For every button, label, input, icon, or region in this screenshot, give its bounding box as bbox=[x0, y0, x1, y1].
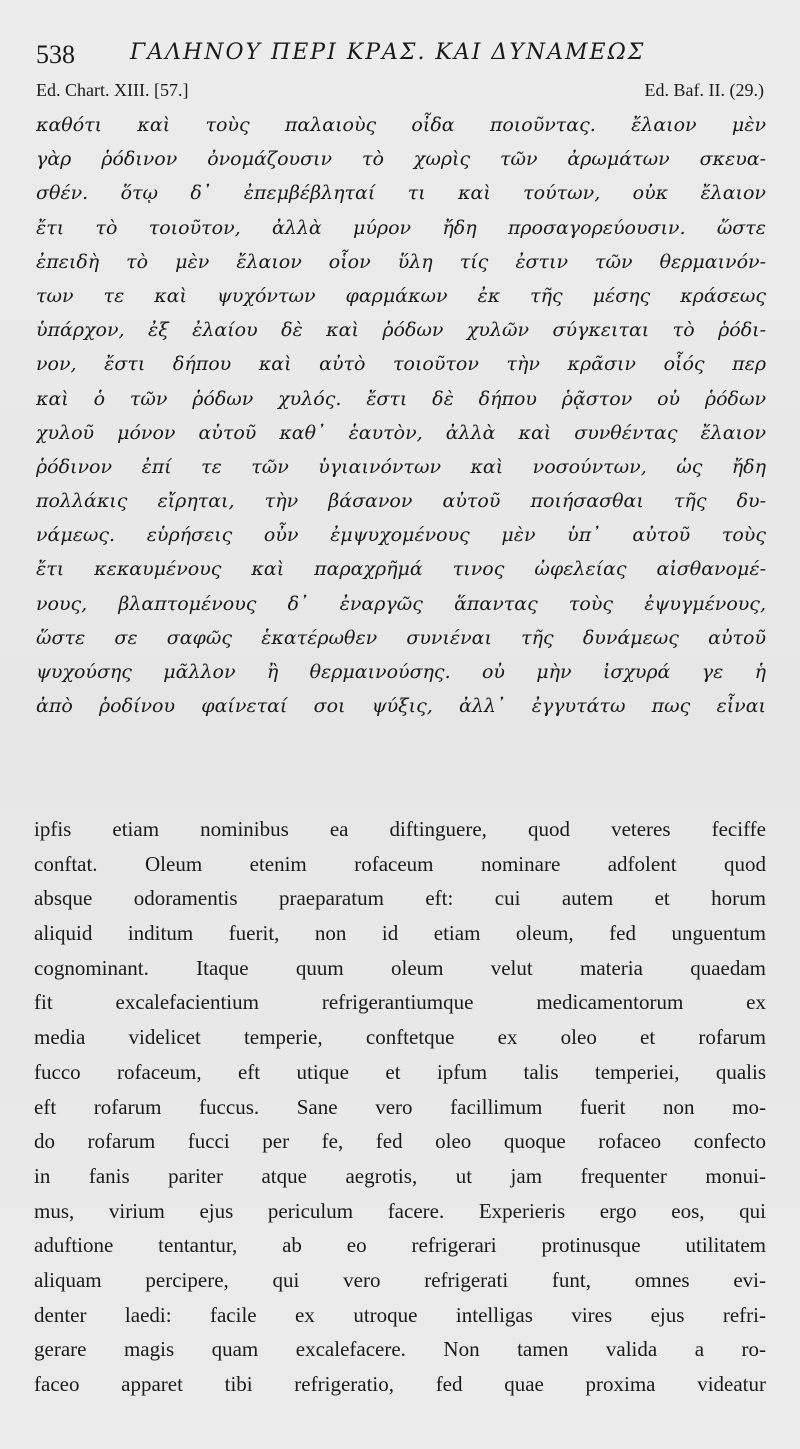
latin-line: eft rofarum fuccus. Sane vero facillimum fuerit non mo- bbox=[34, 1094, 766, 1119]
greek-line: ἀπὸ ῥοδίνου φαίνεταί σοι ψύξις, ἀλλ᾽ ἐγγυτάτω πως εἶναι bbox=[36, 695, 766, 718]
greek-line: ψυχούσης μᾶλλον ἢ θερμαινούσης. οὐ μὴν ἰσχυρά γε ἡ bbox=[36, 661, 766, 683]
latin-line: faceo apparet tibi refrigeratio, fed quae proxima videatur bbox=[34, 1372, 766, 1396]
edition-reference-basel: Ed. Baf. II. (29.) bbox=[644, 80, 764, 100]
greek-line: πολλάκις εἴρηται, τὴν βάσανον αὐτοῦ ποιήσασθαι τῆς δυ- bbox=[36, 490, 766, 513]
latin-line: aduftione tentantur, ab eo refrigerari protinusque utilitatem bbox=[34, 1233, 766, 1258]
latin-line: cognominant. Itaque quum oleum velut materia quaedam bbox=[34, 955, 766, 980]
latin-line: fit excalefacientium refrigerantiumque medicamentorum ex bbox=[34, 990, 766, 1015]
greek-line: ῥόδινον ἐπί τε τῶν ὑγιαινόντων καὶ νοσούντων, ὡς ἤδη bbox=[36, 455, 766, 478]
page-header bbox=[36, 34, 776, 74]
latin-line: denter laedi: facile ex utroque intelligas vires ejus refri- bbox=[34, 1302, 766, 1327]
greek-line: των τε καὶ ψυχόντων φαρμάκων ἐκ τῆς μέσης κράσεως bbox=[36, 284, 766, 307]
page-number: 538 bbox=[36, 40, 75, 69]
latin-line: fucco rofaceum, eft utique et ipfum talis temperiei, qualis bbox=[34, 1059, 766, 1084]
latin-line: ipfis etiam nominibus ea diftinguere, quod veteres feciffe bbox=[34, 817, 766, 841]
greek-line: νους, βλαπτομένους δ᾽ ἐναργῶς ἅπαντας τοὺς ἐψυγμένους, bbox=[36, 592, 766, 615]
edition-references bbox=[36, 80, 764, 106]
latin-line: do rofarum fucci per fe, fed oleo quoque rofaceo confecto bbox=[34, 1129, 766, 1154]
edition-reference-chart: Ed. Chart. XIII. [57.] bbox=[36, 80, 189, 100]
greek-line: νάμεως. εὑρήσεις οὖν ἐμψυχομένους μὲν ὑπ᾽ αὐτοῦ τοὺς bbox=[36, 524, 766, 547]
greek-line: ὥστε σε σαφῶς ἑκατέρωθεν συνιέναι τῆς δυνάμεως αὐτοῦ bbox=[36, 626, 766, 649]
greek-line: νον, ἔστι δήπου καὶ αὐτὸ τοιοῦτον τὴν κρᾶσιν οἷός περ bbox=[36, 353, 766, 376]
greek-text-block bbox=[36, 108, 766, 723]
latin-line: aliquid inditum fuerit, non id etiam oleum, fed unguentum bbox=[34, 921, 766, 946]
greek-line: ἔτι τὸ τοιοῦτον, ἀλλὰ μύρον ἤδη προσαγορεύουσιν. ὥστε bbox=[36, 216, 766, 239]
latin-line: conftat. Oleum etenim rofaceum nominare adfolent quod bbox=[34, 851, 766, 876]
greek-line: καὶ ὁ τῶν ῥόδων χυλός. ἔστι δὲ δήπου ῥᾷστον οὐ ῥόδων bbox=[36, 387, 766, 410]
latin-line: aliquam percipere, qui vero refrigerati funt, omnes evi- bbox=[34, 1267, 766, 1292]
latin-line: mus, virium ejus periculum facere. Experieris ergo eos, qui bbox=[34, 1198, 766, 1223]
latin-line: media videlicet temperie, conftetque ex oleo et rofarum bbox=[34, 1025, 766, 1050]
greek-line: γὰρ ῥόδινον ὀνομάζουσιν τὸ χωρὶς τῶν ἀρωμάτων σκευα- bbox=[36, 148, 766, 171]
greek-line: καθότι καὶ τοὺς παλαιοὺς οἶδα ποιοῦντας. ἔλαιον μὲν bbox=[36, 114, 766, 136]
latin-line: gerare magis quam excalefacere. Non tamen valida a ro- bbox=[34, 1337, 766, 1362]
greek-line: χυλοῦ μόνον αὐτοῦ καθ᾽ ἑαυτὸν, ἀλλὰ καὶ συνθέντας ἔλαιον bbox=[36, 421, 766, 444]
greek-line: ὑπάρχον, ἐξ ἐλαίου δὲ καὶ ῥόδων χυλῶν σύγκειται τὸ ῥόδι- bbox=[36, 319, 766, 342]
latin-line: absque odoramentis praeparatum eft: cui autem et horum bbox=[34, 886, 766, 911]
latin-line: in fanis pariter atque aegrotis, ut jam frequenter monui- bbox=[34, 1163, 766, 1188]
running-title: ΓΑΛΗΝΟΥ ΠΕΡΙ ΚΡΑΣ. ΚΑΙ ΔΥΝΑΜΕΩΣ bbox=[130, 40, 646, 65]
greek-line: ἐπειδὴ τὸ μὲν ἔλαιον οἷον ὕλη τίς ἐστιν τῶν θερμαινόν- bbox=[36, 250, 766, 273]
greek-line: ἔτι κεκαυμένους καὶ παραχρῆμά τινος ὠφελείας αἰσθανομέ- bbox=[36, 558, 766, 581]
greek-line: σθέν. ὅτῳ δ᾽ ἐπεμβέβληταί τι καὶ τούτων, οὐκ ἔλαιον bbox=[36, 182, 766, 205]
latin-text-block bbox=[34, 812, 766, 1402]
